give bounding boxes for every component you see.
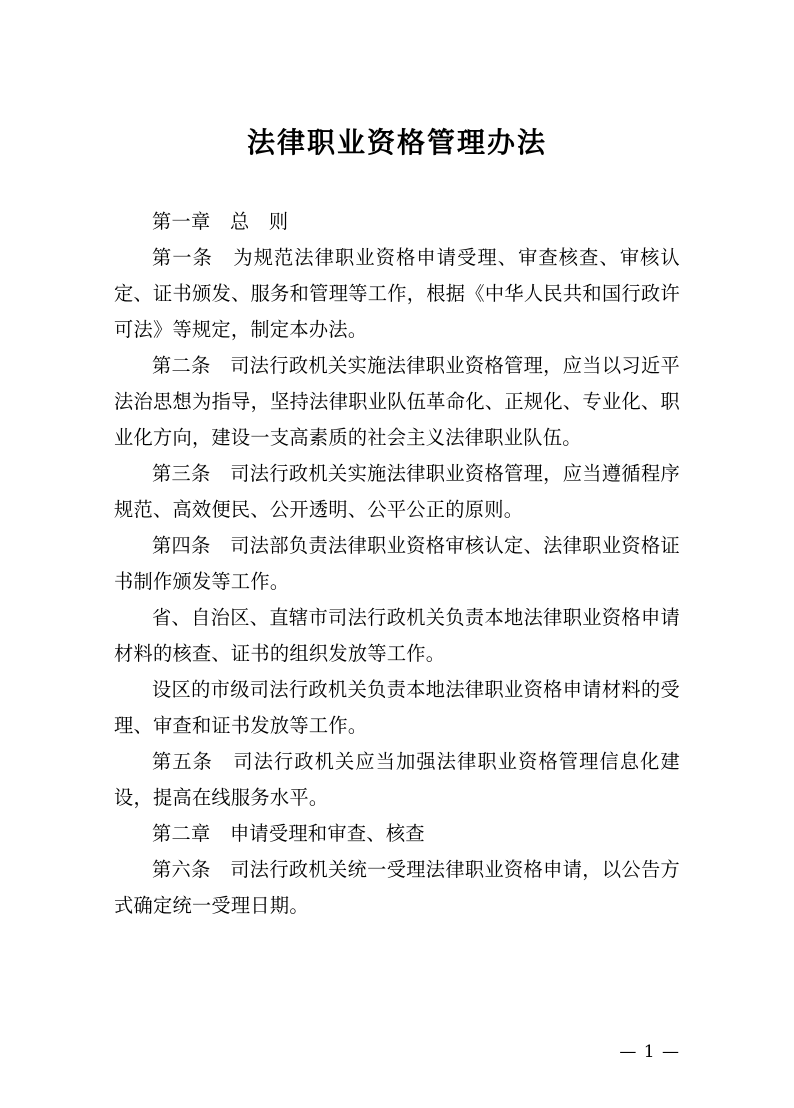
paragraph-article-4: 第四条 司法部负责法律职业资格审核认定、法律职业资格证书制作颁发等工作。 [114, 533, 680, 593]
document-body [114, 160, 680, 924]
paragraph-article-5: 第五条 司法行政机关应当加强法律职业资格管理信息化建设，提高在线服务水平。 [114, 749, 680, 809]
paragraph-article-4-sub-2: 设区的市级司法行政机关负责本地法律职业资格申请材料的受理、审查和证书发放等工作。 [114, 677, 680, 737]
page-number: — 1 — [619, 1042, 680, 1062]
paragraph-chapter-two: 第二章 申请受理和审查、核查 [152, 821, 425, 845]
paragraph-article-3: 第三条 司法行政机关实施法律职业资格管理，应当遵循程序规范、高效便民、公开透明、公平公正的原则。 [114, 461, 680, 521]
paragraph-article-1: 第一条 为规范法律职业资格申请受理、审查核查、审核认定、证书颁发、服务和管理等工作，根据《中华人民共和国行政许可法》等规定，制定本办法。 [114, 245, 680, 341]
paragraph-article-4-sub-1: 省、自治区、直辖市司法行政机关负责本地法律职业资格申请材料的核查、证书的组织发放等工作。 [114, 605, 680, 665]
paragraph-article-2: 第二条 司法行政机关实施法律职业资格管理，应当以习近平法治思想为指导，坚持法律职业队伍革命化、正规化、专业化、职业化方向，建设一支高素质的社会主义法律职业队伍。 [114, 353, 680, 449]
paragraph-chapter-one: 第一章 总 则 [152, 209, 289, 233]
page-title: 法律职业资格管理办法 [246, 126, 547, 159]
paragraph-article-6: 第六条 司法行政机关统一受理法律职业资格申请，以公告方式确定统一受理日期。 [114, 857, 680, 917]
